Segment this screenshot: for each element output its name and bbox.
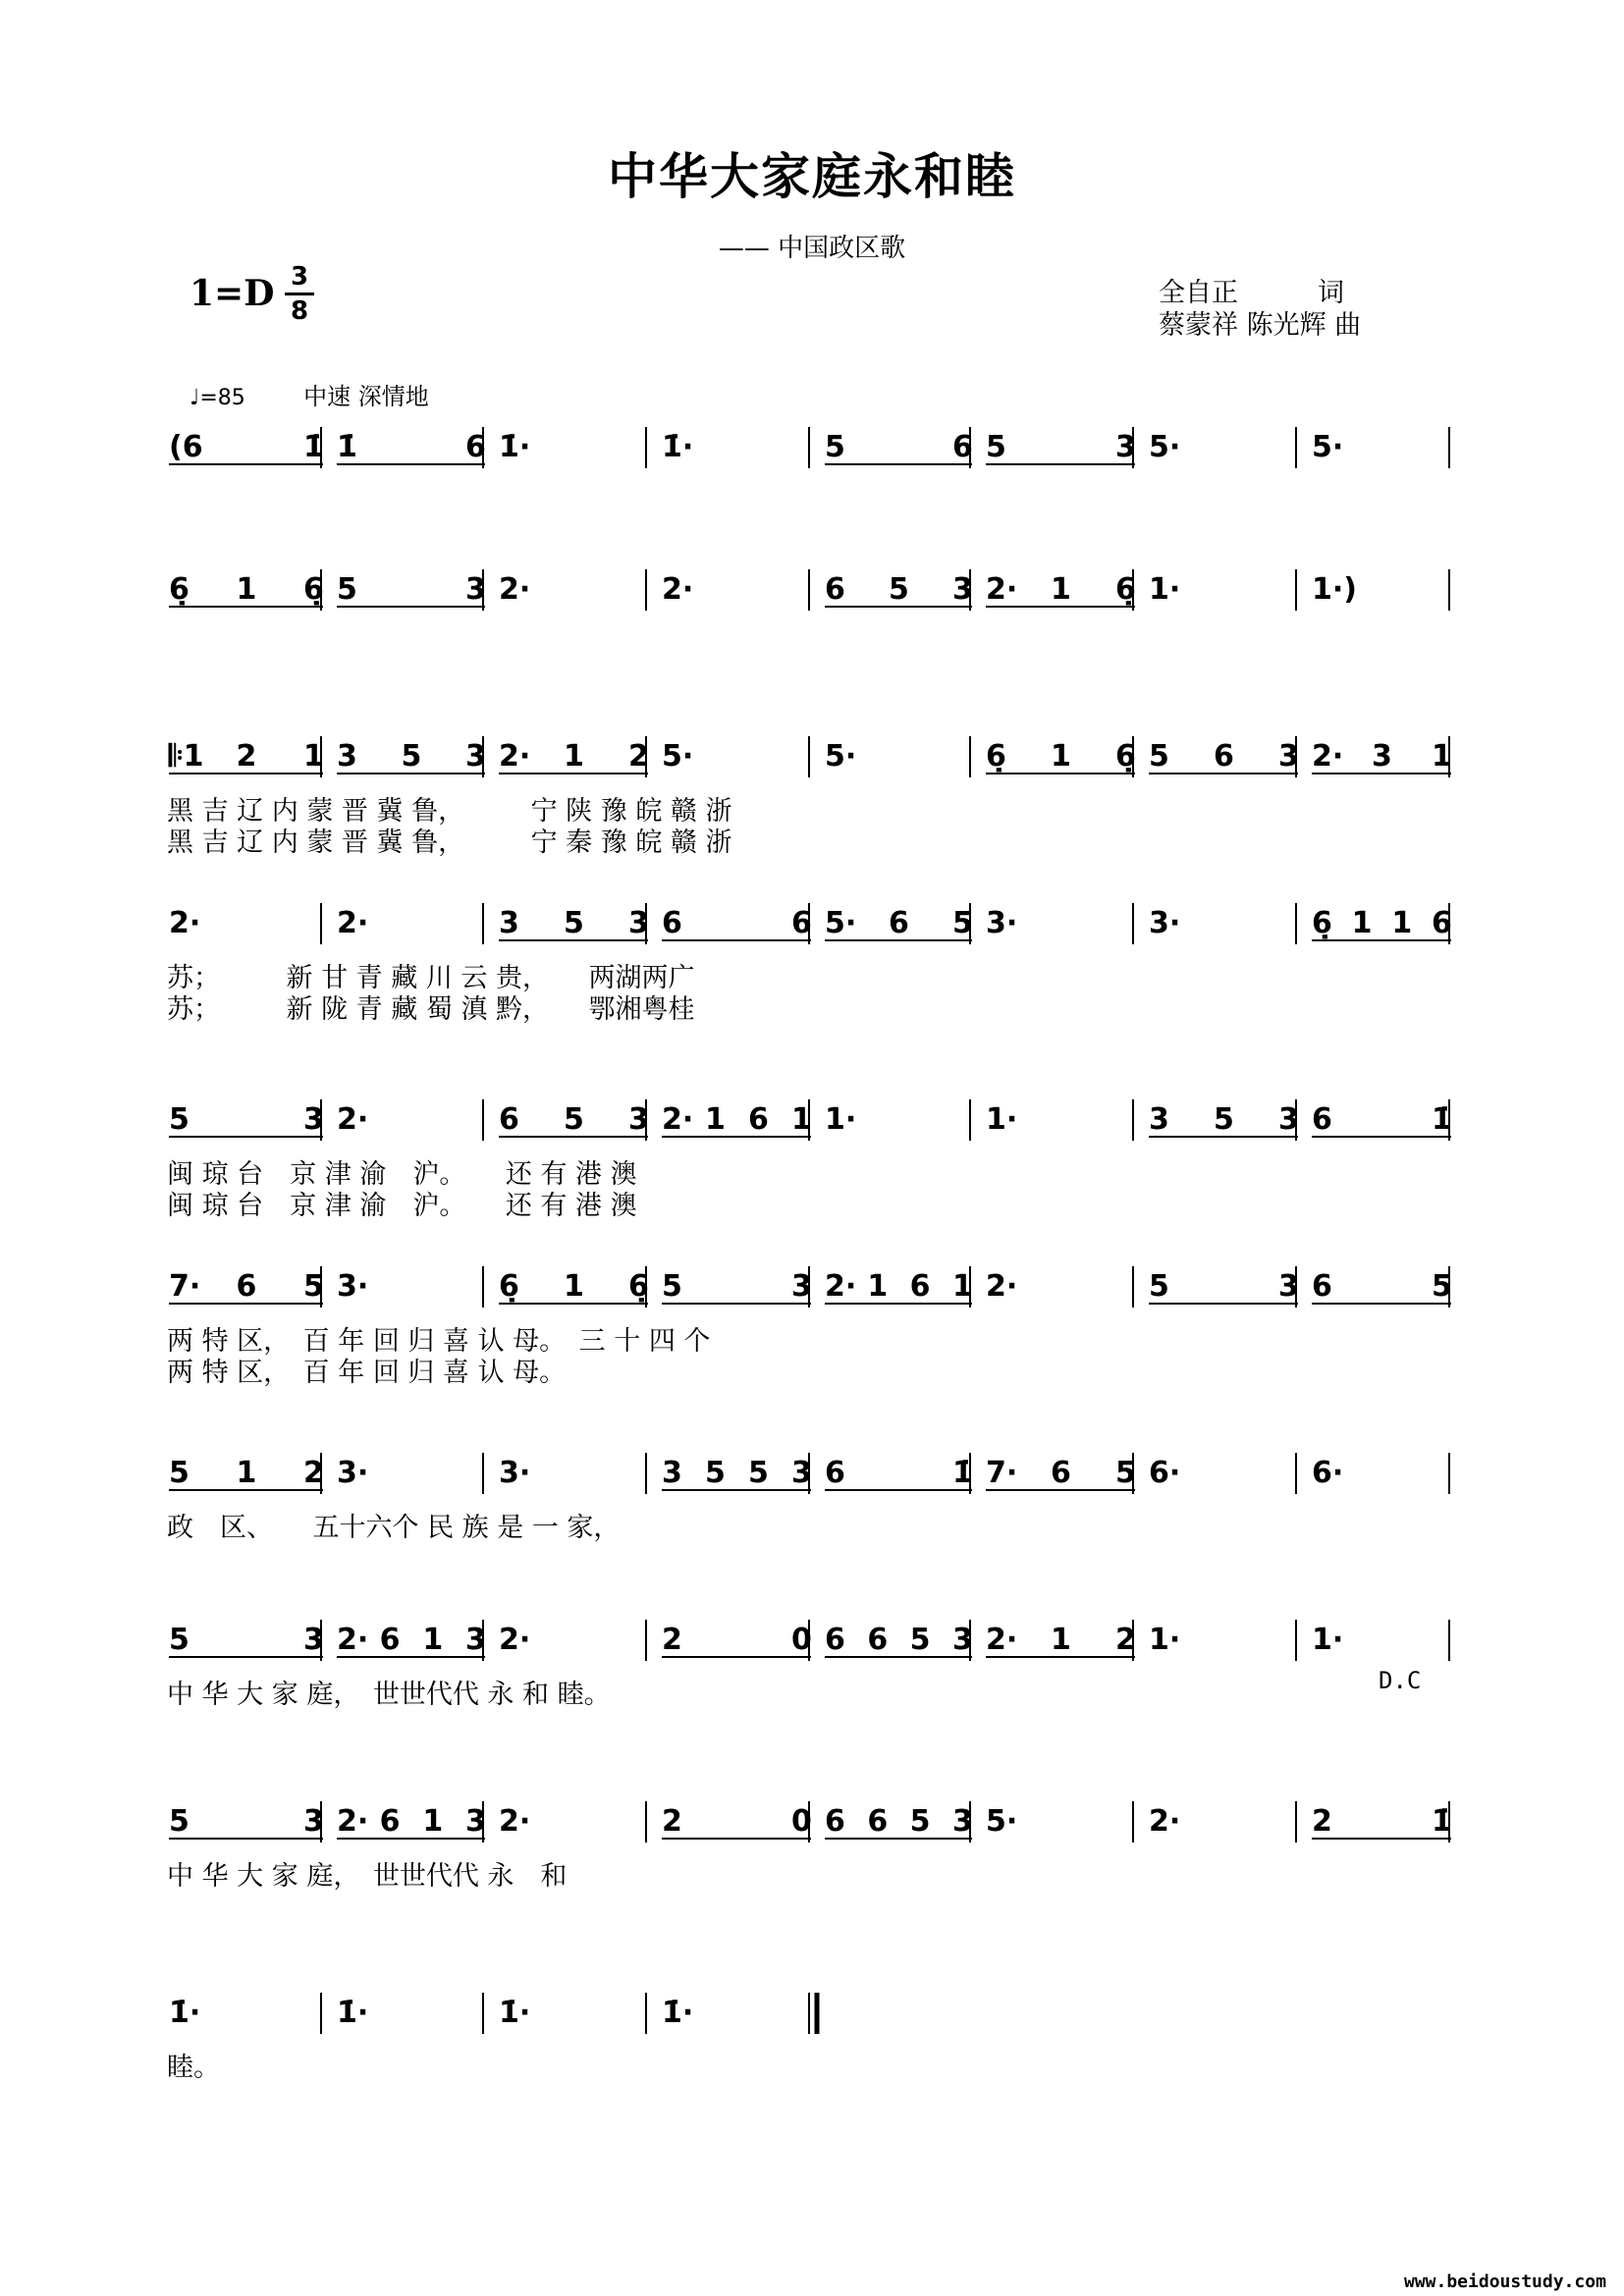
note: 6 <box>791 906 812 940</box>
note: 3 <box>1149 1102 1169 1137</box>
note: 6 <box>236 1269 257 1304</box>
note: 6 <box>499 1102 519 1137</box>
note: 5 <box>1149 739 1169 774</box>
note: 1 <box>705 1102 726 1137</box>
note: 5 <box>169 1456 189 1490</box>
note: 1· <box>1149 1623 1181 1657</box>
note: 1̇· <box>662 1996 694 2030</box>
note: 5 <box>986 430 1006 464</box>
note: 2· <box>662 572 694 607</box>
page-subtitle: —— 中国政区歌 <box>718 234 906 263</box>
note: 1 <box>236 1456 257 1490</box>
note: 3· <box>337 1456 369 1490</box>
note: 5 <box>564 1102 584 1137</box>
note: 5 <box>909 1804 931 1839</box>
note: 3 <box>303 1804 324 1839</box>
metronome-mark: ♩=85 <box>189 386 245 410</box>
note: 1· <box>1149 572 1181 607</box>
note: 5 <box>169 1623 189 1657</box>
note: 6̣ <box>1115 572 1136 607</box>
note: 3 <box>628 906 649 940</box>
note: 7· <box>986 1456 1018 1490</box>
note: 2· <box>169 906 201 940</box>
note: 3· <box>499 1456 531 1490</box>
note: 3 <box>662 1456 682 1490</box>
note: 5 <box>1115 1456 1136 1490</box>
note: 2· <box>499 1623 531 1657</box>
note: 3 <box>465 1623 486 1657</box>
note: 1· <box>1312 1623 1344 1657</box>
note: 2 <box>662 1804 682 1839</box>
lyric-line: 两 特 区， 百 年 回 归 喜 认 母。 三 十 四 个 <box>167 1326 711 1357</box>
page-title: 中华大家庭永和睦 <box>608 148 1016 205</box>
note: 6 <box>825 572 845 607</box>
note: 1 <box>1051 572 1071 607</box>
note: 6̣ <box>499 1269 519 1304</box>
note: 1 <box>791 1102 812 1137</box>
note: 5 <box>303 1269 324 1304</box>
note: 6 <box>867 1623 889 1657</box>
note: 5 <box>1149 1269 1169 1304</box>
note: 6 <box>825 1804 845 1839</box>
note: 1̇ <box>952 1456 973 1490</box>
note: 3 <box>791 1269 812 1304</box>
note: 5· <box>986 1804 1018 1839</box>
lyric-line: 闽 琼 台 京 津 渝 沪。 还 有 港 澳 <box>167 1159 637 1190</box>
note: 2· <box>662 1102 694 1137</box>
note: 1̇ <box>303 430 324 464</box>
composer-credit: 蔡蒙祥 陈光辉 曲 <box>1159 310 1362 341</box>
note: 5 <box>825 430 845 464</box>
note: 6 <box>889 906 909 940</box>
note: 2· <box>337 1623 369 1657</box>
note: 2 <box>303 1456 324 1490</box>
note: 2 <box>662 1623 682 1657</box>
note: 1̇ <box>1432 1804 1452 1839</box>
note: 5· <box>662 739 694 774</box>
note: 5· <box>1149 430 1181 464</box>
note: 6 <box>909 1269 931 1304</box>
note: 𝄆1 <box>169 739 204 774</box>
note: 5 <box>952 906 973 940</box>
note: 5 <box>401 739 422 774</box>
note: 3 <box>465 1804 486 1839</box>
lyric-line: 中 华 大 家 庭， 世世代代 永 和 <box>167 1861 568 1892</box>
note: 2· <box>1149 1804 1181 1839</box>
tempo-text: 中速 深情地 <box>303 383 429 410</box>
lyric-line: 两 特 区， 百 年 回 归 喜 认 母。 <box>167 1358 567 1388</box>
note: 3 <box>337 739 357 774</box>
note: 5 <box>1432 1269 1452 1304</box>
lyricist-credit: 全自正 词 <box>1159 278 1344 308</box>
key-signature: 1=D <box>189 273 275 314</box>
note: 3 <box>1278 1102 1299 1137</box>
note: 3 <box>303 1623 324 1657</box>
da-capo-mark: D.C <box>1379 1667 1422 1694</box>
note: 5 <box>748 1456 769 1490</box>
note: 0 <box>791 1623 812 1657</box>
note: 2· <box>499 572 531 607</box>
lyric-line: 苏； 新 陇 青 藏 蜀 滇 黔， 鄂湘粤桂 <box>167 994 695 1025</box>
note: 1̇· <box>662 430 694 464</box>
note: 2· <box>499 1804 531 1839</box>
note: 6̣ <box>1115 739 1136 774</box>
note: 7· <box>169 1269 201 1304</box>
note: 3 <box>1278 1269 1299 1304</box>
lyric-line: 苏； 新 甘 青 藏 川 云 贵， 两湖两广 <box>167 963 695 993</box>
note: 2 <box>628 739 649 774</box>
note: 6· <box>1149 1456 1181 1490</box>
note: 3· <box>986 906 1018 940</box>
note: 5 <box>337 572 357 607</box>
note: (6 <box>169 430 203 464</box>
note: 6 <box>825 1456 845 1490</box>
note: 6̣ <box>1312 906 1332 940</box>
note: 1 <box>1351 906 1373 940</box>
note: 3 <box>791 1456 812 1490</box>
note: 1 <box>952 1269 973 1304</box>
note: 1̇· <box>499 1996 531 2030</box>
note: 5 <box>889 572 909 607</box>
note: 1̇· <box>499 430 531 464</box>
note: 3 <box>1372 739 1392 774</box>
note: 1 <box>1432 739 1452 774</box>
note: 2· <box>1312 739 1344 774</box>
note: 6 <box>1214 739 1234 774</box>
note: 2· <box>986 1269 1018 1304</box>
note: 5 <box>1214 1102 1234 1137</box>
note: 5· <box>1312 430 1344 464</box>
note: 6̣ <box>303 572 324 607</box>
lyric-line: 中 华 大 家 庭， 世世代代 永 和 睦。 <box>167 1680 611 1710</box>
lyric-line: 闽 琼 台 京 津 渝 沪。 还 有 港 澳 <box>167 1191 637 1221</box>
note: 6 <box>952 430 973 464</box>
note: 6 <box>1051 1456 1071 1490</box>
note: 1 <box>422 1623 444 1657</box>
note: 5 <box>662 1269 682 1304</box>
note: 5 <box>169 1102 189 1137</box>
note: 2 <box>1312 1804 1332 1839</box>
meter-denominator: 8 <box>290 296 309 326</box>
footer-watermark: www.beidoustudy.com <box>1404 2271 1606 2292</box>
note: 1 <box>422 1804 444 1839</box>
note: 3 <box>628 1102 649 1137</box>
note: 1̇· <box>337 1996 369 2030</box>
note: 6 <box>825 1623 845 1657</box>
note: 1·) <box>1312 572 1357 607</box>
note: 3 <box>303 1102 324 1137</box>
note: 6 <box>1312 1269 1332 1304</box>
note: 1 <box>1051 1623 1071 1657</box>
note: 3 <box>1115 430 1136 464</box>
note: 6̣ <box>986 739 1006 774</box>
note: 6 <box>662 906 682 940</box>
note: 3 <box>465 739 486 774</box>
note: 1̇ <box>337 430 357 464</box>
lyric-line: 黑 吉 辽 内 蒙 晋 冀 鲁， 宁 陕 豫 皖 赣 浙 <box>167 796 732 827</box>
note: 1̇· <box>169 1996 201 2030</box>
note: 1̇ <box>1432 1102 1452 1137</box>
note: 5 <box>564 906 584 940</box>
note: 5 <box>909 1623 931 1657</box>
note: 3· <box>1149 906 1181 940</box>
note: 3· <box>337 1269 369 1304</box>
note: 3 <box>952 1804 973 1839</box>
note: 6 <box>1312 1102 1332 1137</box>
note: 6 <box>465 430 486 464</box>
note: 6̣ <box>628 1269 649 1304</box>
note: 6 <box>379 1623 401 1657</box>
note: 1 <box>1051 739 1071 774</box>
note: 5 <box>705 1456 726 1490</box>
note: 1 <box>236 572 257 607</box>
note: 5· <box>825 906 857 940</box>
note: 3 <box>952 1623 973 1657</box>
note: 6 <box>867 1804 889 1839</box>
note: 6· <box>1312 1456 1344 1490</box>
note: 2· <box>986 572 1018 607</box>
note: 1 <box>564 1269 584 1304</box>
note: 1· <box>986 1102 1018 1137</box>
note: 0 <box>791 1804 812 1839</box>
note: 1· <box>825 1102 857 1137</box>
note: 6̣ <box>169 572 189 607</box>
note: 2· <box>337 1804 369 1839</box>
note: 3 <box>499 906 519 940</box>
note: 2 <box>236 739 257 774</box>
note: 2· <box>825 1269 857 1304</box>
note: 6 <box>379 1804 401 1839</box>
note: 6 <box>748 1102 769 1137</box>
note: 3 <box>952 572 973 607</box>
lyric-line: 黑 吉 辽 内 蒙 晋 冀 鲁， 宁 秦 豫 皖 赣 浙 <box>167 828 732 858</box>
note: 2· <box>986 1623 1018 1657</box>
note: 2· <box>337 906 369 940</box>
note: 1 <box>564 739 584 774</box>
lyric-line: 政 区、 五十六个 民 族 是 一 家， <box>167 1513 621 1543</box>
note: 1 <box>867 1269 889 1304</box>
note: 6 <box>1432 906 1452 940</box>
note: 2 <box>1115 1623 1136 1657</box>
note: 3 <box>1278 739 1299 774</box>
note: 3 <box>465 572 486 607</box>
note: 5 <box>169 1804 189 1839</box>
lyric-line: 睦。 <box>167 2053 220 2083</box>
note: 2· <box>337 1102 369 1137</box>
note: 1 <box>303 739 324 774</box>
note: 2· <box>499 739 531 774</box>
note: 5· <box>825 739 857 774</box>
note: 1 <box>1391 906 1413 940</box>
meter-numerator: 3 <box>290 262 309 292</box>
